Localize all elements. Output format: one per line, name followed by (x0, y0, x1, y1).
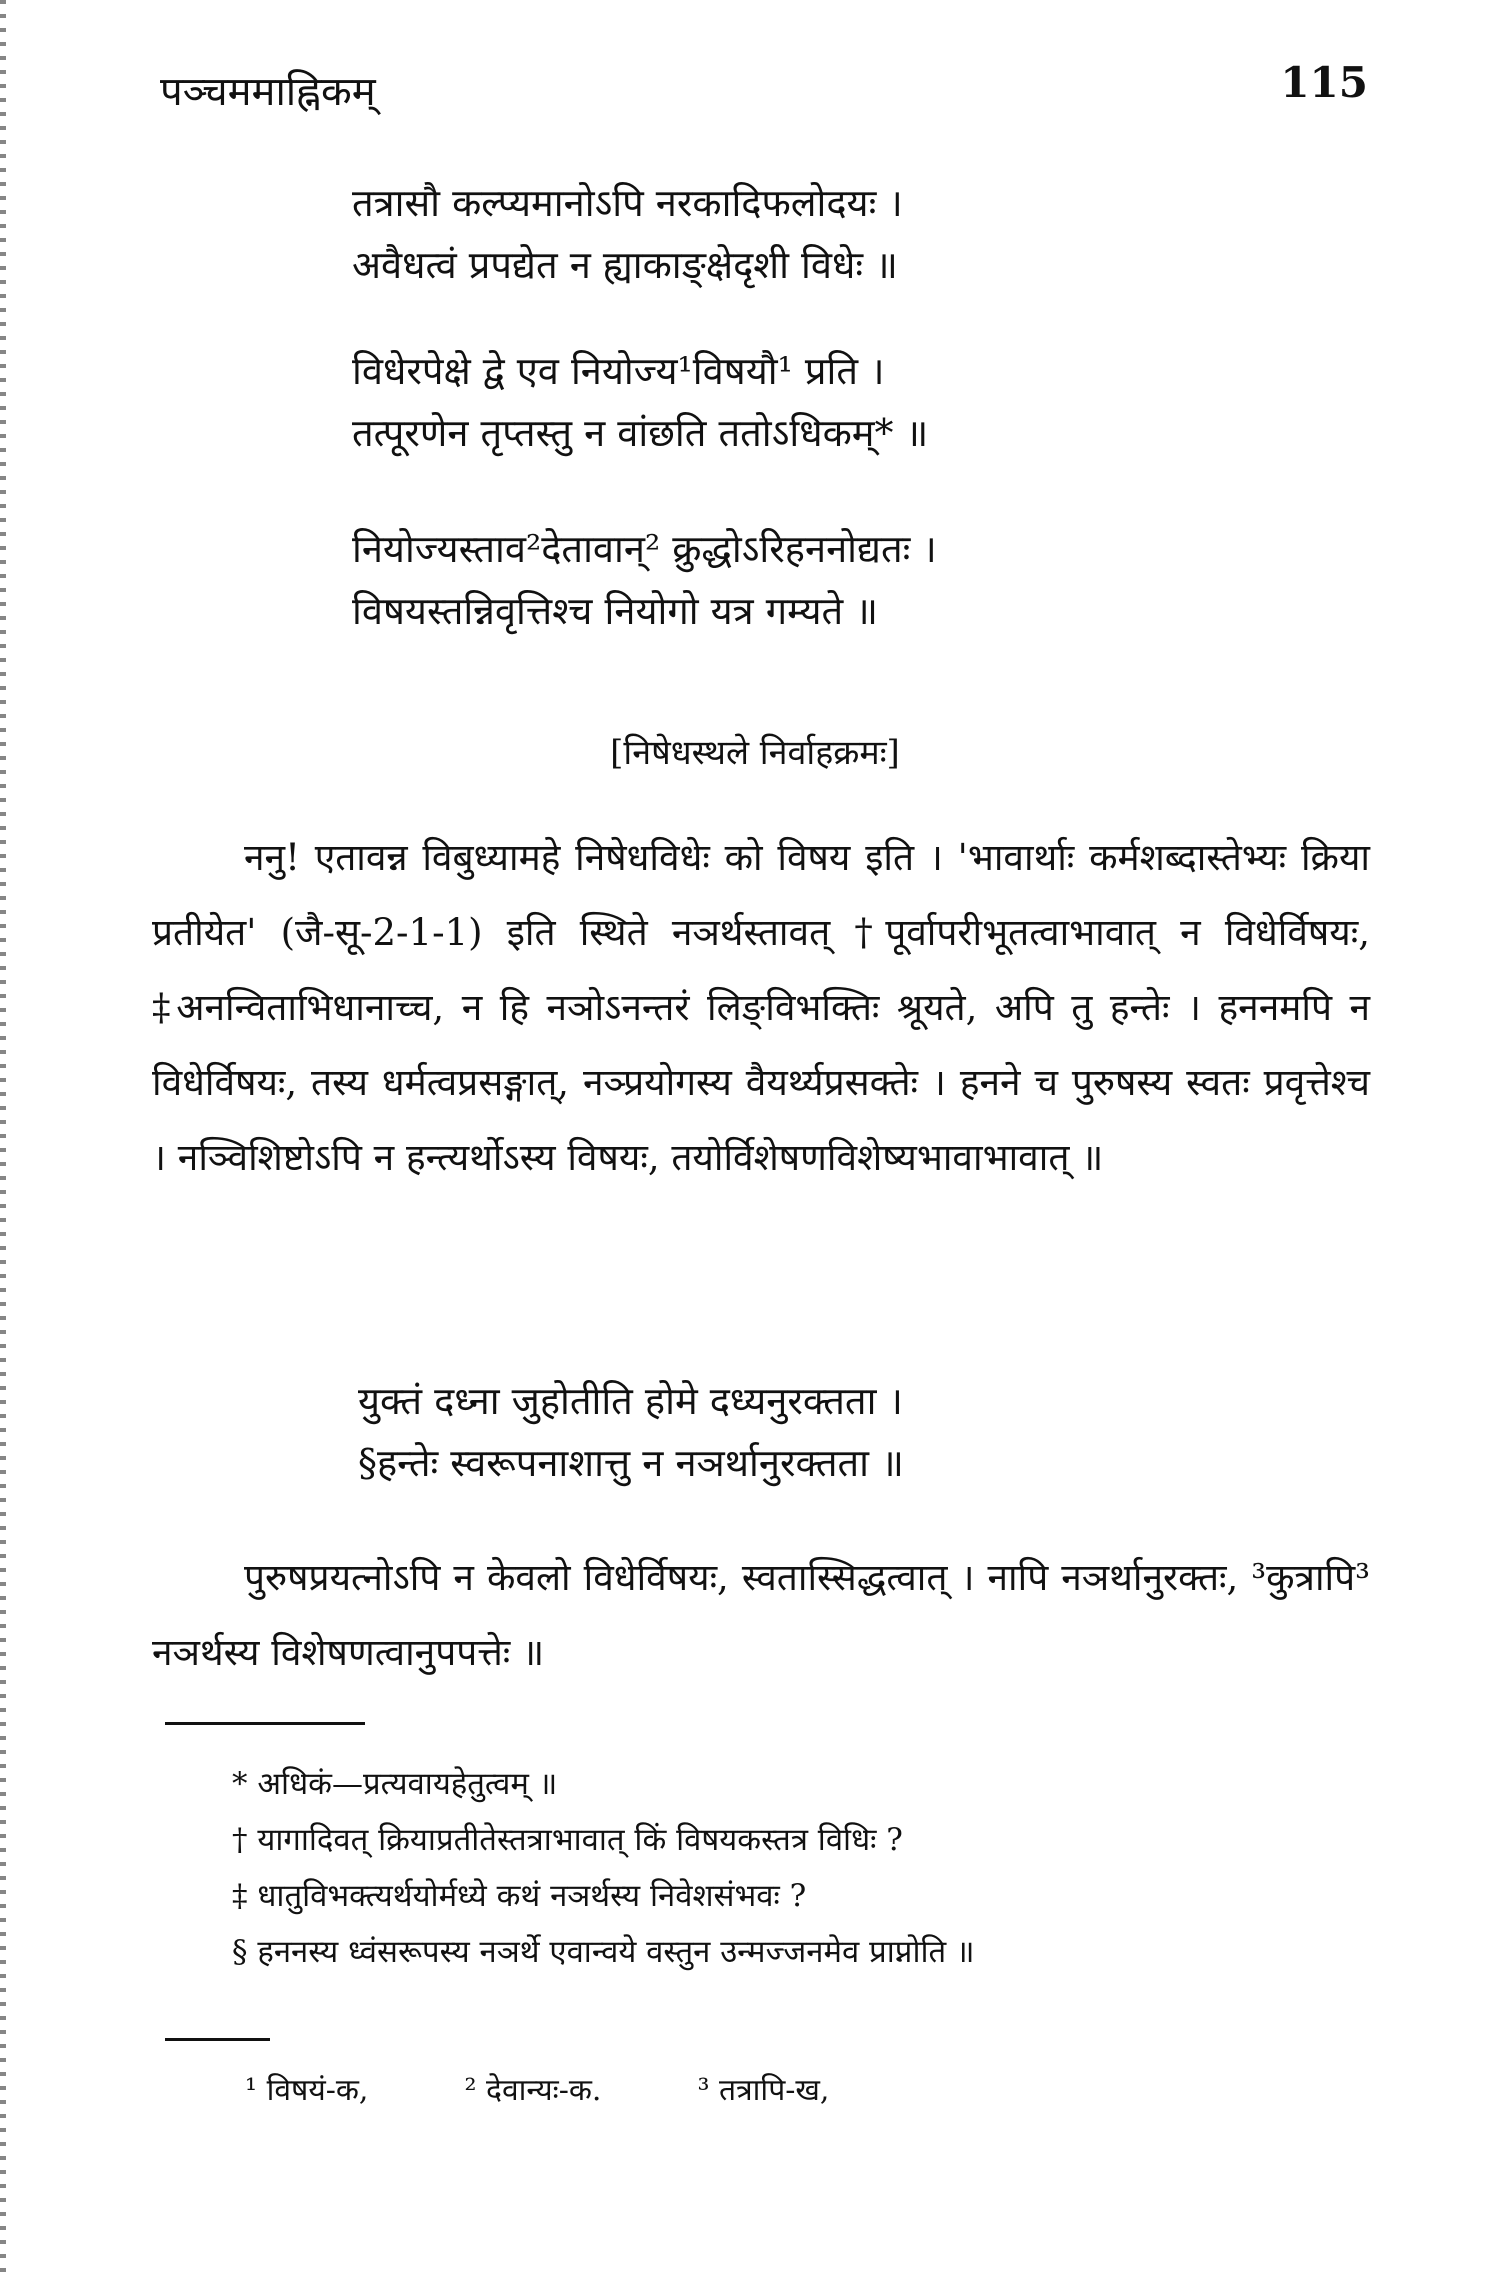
paragraph-1 (152, 820, 1370, 1195)
verse-line: तत्पूरणेन तृप्तस्तु न वांछति ततोऽधिकम्* ॥ (352, 411, 929, 455)
verse-line: विषयस्तन्निवृत्तिश्च नियोगो यत्र गम्यते ॥ (352, 589, 879, 633)
verse-line: नियोज्यस्ताव²देतावान्² क्रुद्धोऽरिहननोद्यतः । (352, 527, 937, 571)
footnote-rule (165, 1722, 365, 1725)
variant-rule (165, 2038, 270, 2041)
verse-3 (352, 518, 937, 642)
verse-4 (358, 1370, 904, 1494)
footnote: † यागादिवत् क्रियाप्रतीतेस्तत्राभावात् किं विषयकस्तत्र विधिः ? (232, 1822, 903, 1858)
variant-reading: ² देवान्यः-क. (464, 2073, 602, 2108)
running-title: पञ्चममाह्निकम् (160, 69, 376, 115)
verse-line: विधेरपेक्षे द्वे एव नियोज्य¹विषयौ¹ प्रति । (352, 349, 885, 393)
footnotes (232, 1756, 1352, 1980)
paragraph-text: ननु! एतावन्न विबुध्यामहे निषेधविधेः को विषय इति । 'भावार्थाः कर्मशब्दास्तेभ्यः क्रिया प्रतीयेत' (जै-सू-2-1-1) इति स्थिते नञर्थस्तावत् †पूर्वापरीभूतत्वाभावात् न विधेर्विषयः, ‡अनन्विताभिधानाच्च, न हि नञोऽनन्तरं लिङ्विभक्तिः श्रूयते, अपि तु हन्तेः । हननमपि न विधेर्विषयः, तस्य धर्मत्वप्रसङ्गात्, नञ्प्रयोगस्य वैयर्थ्यप्रसक्तेः । हनने च पुरुषस्य स्वतः प्रवृत्तेश्च । नञ्विशिष्टोऽपि न हन्त्यर्थोऽस्य विषयः, तयोर्विशेषणविशेष्यभावाभावात् ॥ (152, 836, 1370, 1179)
verse-line: §हन्तेः स्वरूपनाशात्तु न नञर्थानुरक्तता ॥ (358, 1441, 904, 1485)
verse-line: अवैधत्वं प्रपद्येत न ह्याकाङ्क्षेदृशी विधेः ॥ (352, 243, 898, 287)
variant-readings (245, 2068, 829, 2109)
variant-reading: ¹ विषयं-क, (245, 2073, 369, 2108)
paragraph-2 (152, 1540, 1370, 1690)
verse-line: युक्तं दध्ना जुहोतीति होमे दध्यनुरक्तता । (358, 1379, 903, 1423)
footnote: § हननस्य ध्वंसरूपस्य नञर्थे एवान्वये वस्तुन उन्मज्जनमेव प्राप्नोति ॥ (232, 1934, 975, 1970)
verse-2 (352, 340, 928, 464)
verse-line: तत्रासौ कल्प्यमानोऽपि नरकादिफलोदयः । (352, 181, 903, 225)
page-number: 115 (1280, 58, 1368, 107)
footnote: * अधिकं—प्रत्यवायहेतुत्वम् ॥ (232, 1766, 558, 1802)
paragraph-text: पुरुषप्रयत्नोऽपि न केवलो विधेर्विषयः, स्वतास्सिद्धत्वात् । नापि नञर्थानुरक्तः, ³कुत्रापि³ नञर्थस्य विशेषणत्वानुपपत्तेः ॥ (152, 1556, 1370, 1674)
scan-edge (0, 0, 6, 2273)
variant-reading: ³ तत्रापि-ख, (697, 2073, 830, 2108)
section-heading: [निषेधस्थले निर्वाहक्रमः] (610, 733, 900, 773)
verse-1 (352, 172, 903, 296)
footnote: ‡ धातुविभक्त्यर्थयोर्मध्ये कथं नञर्थस्य निवेशसंभवः ? (232, 1878, 807, 1914)
